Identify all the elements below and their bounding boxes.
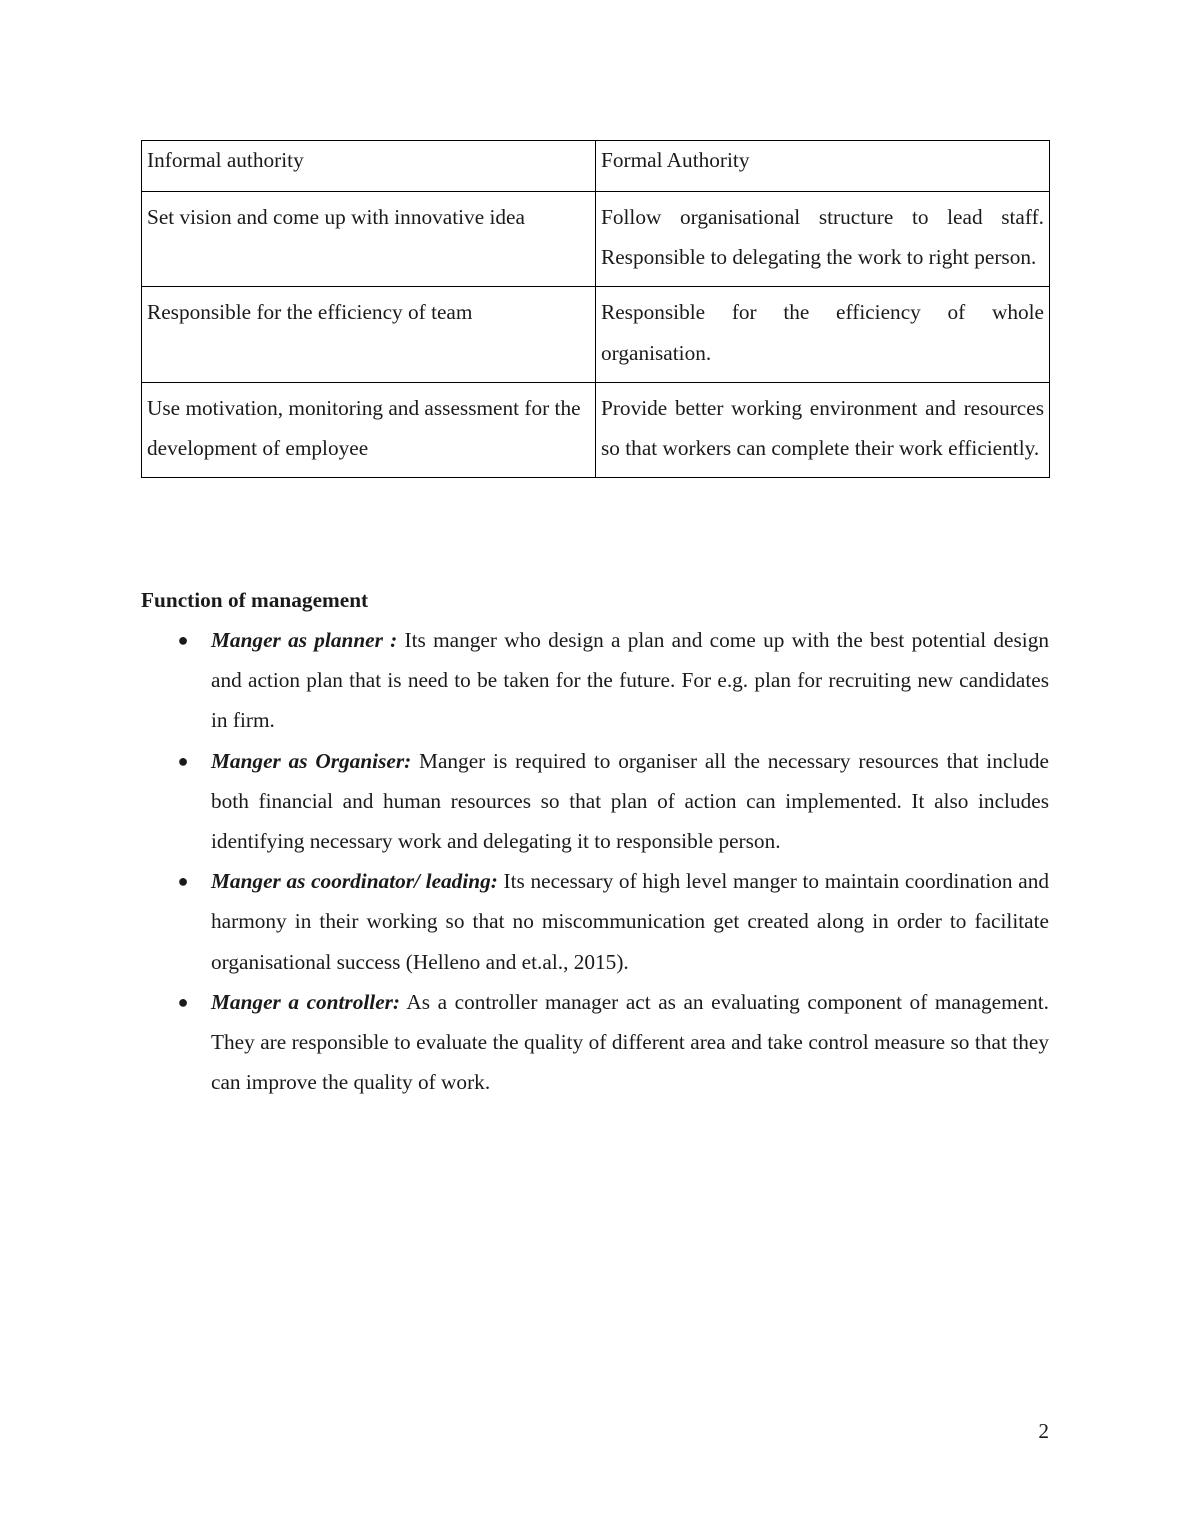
table-row — [142, 382, 1050, 477]
table-cell-informal: Responsible for the efficiency of team — [142, 287, 596, 382]
bullet-icon: ● — [177, 871, 189, 892]
table-cell-informal: Use motivation, monitoring and assessment for the development of employee — [142, 382, 596, 477]
table-header-row — [142, 141, 1050, 192]
list-item-text: Its manger who design a plan and come up with the best potential design and action plan that is need to be taken for the future. For e.g. plan for recruiting new candidates in firm. — [211, 628, 1049, 733]
list-item-text: As a controller manager act as an evaluating component of management. They are responsible to evaluate the quality of different area and take control measure so that they can improve the quality of work. — [211, 989, 1049, 1095]
authority-comparison-table — [141, 140, 1050, 478]
list-item — [141, 741, 1049, 862]
table-cell-informal: Set vision and come up with innovative idea — [142, 192, 596, 287]
list-item — [141, 982, 1049, 1103]
table-cell-formal: Follow organisational structure to lead staff. Responsible to delegating the work to right person. — [596, 192, 1050, 287]
management-functions-list — [141, 620, 1049, 1102]
list-item-term: Manger a controller: — [211, 989, 401, 1014]
table-row — [142, 287, 1050, 382]
bullet-icon: ● — [177, 991, 189, 1012]
list-item — [141, 620, 1049, 741]
table-row — [142, 192, 1050, 287]
list-item-text: Its necessary of high level manger to maintain coordination and harmony in their working so that no miscommunication get created along in order to facilitate organisational success (Helleno and et.al., 2015). — [211, 869, 1049, 974]
page-number: 2 — [1038, 1419, 1049, 1443]
bullet-icon: ● — [177, 750, 189, 771]
list-item-term: Manger as Organiser: — [211, 748, 412, 773]
section-heading: Function of management — [141, 588, 369, 612]
list-item-text: Manger is required to organiser all the necessary resources that include both financial and human resources so that plan of action can implemented. It also includes identifying necessary work and delegating it to responsible person. — [211, 748, 1049, 854]
list-item-term: Manger as coordinator/ leading: — [211, 869, 498, 894]
table-cell-formal: Responsible for the efficiency of whole organisation. — [596, 287, 1050, 382]
list-item-term: Manger as planner : — [211, 628, 398, 652]
header-formal-text: Formal Authority — [601, 148, 750, 172]
table-header-cell-informal — [142, 141, 596, 192]
table-cell-formal: Provide better working environment and resources so that workers can complete their work efficiently. — [596, 382, 1050, 477]
bullet-icon: ● — [177, 630, 189, 650]
header-informal-text: Informal authority — [147, 148, 304, 172]
table-header-cell-formal — [596, 141, 1050, 192]
list-item — [141, 861, 1049, 982]
